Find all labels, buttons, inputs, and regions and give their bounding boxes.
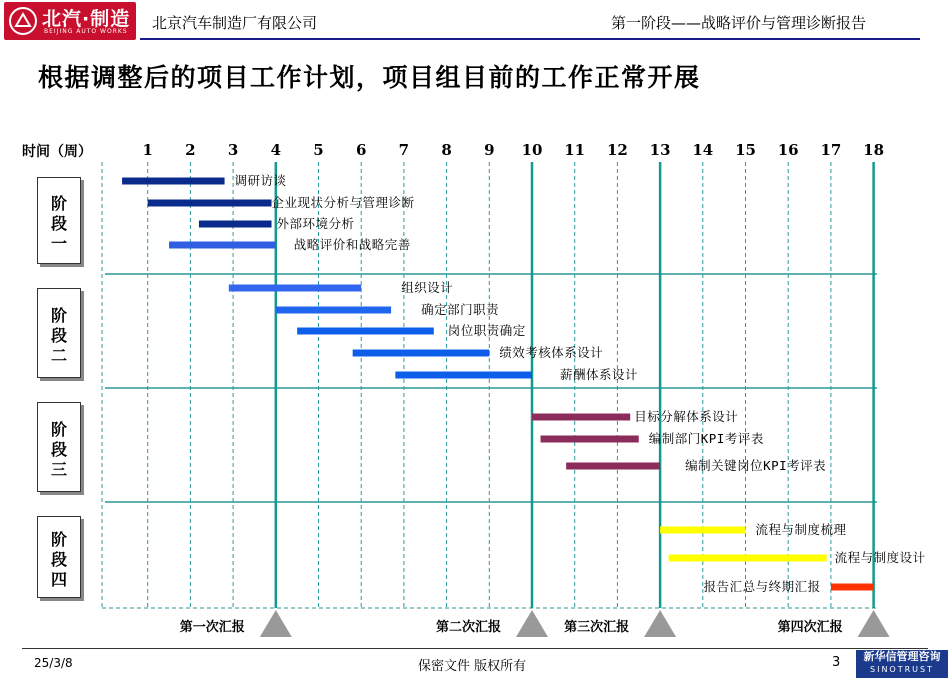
stage-label-char: 三: [50, 460, 67, 479]
week-tick-label: 17: [820, 141, 842, 159]
task-label: 编制部门KPI考评表: [648, 431, 764, 446]
stage-label-char: 阶: [50, 530, 67, 549]
stage-label-char: 阶: [50, 306, 67, 325]
stage-label-char: 段: [50, 326, 67, 345]
brand-cn: 新华信管理咨询: [863, 650, 941, 663]
week-tick-label: 3: [227, 141, 239, 159]
task-bar: [395, 372, 532, 379]
week-tick-label: 15: [735, 141, 756, 159]
footer-divider: [22, 648, 928, 649]
stage-label-char: 四: [50, 570, 67, 589]
task-label: 调研访谈: [234, 173, 287, 188]
report-label: 第一次汇报: [179, 620, 245, 635]
task-bar: [353, 350, 490, 357]
time-axis-label: 时间（周）: [22, 144, 92, 160]
task-bar: [669, 555, 827, 562]
stage-label-char: 段: [50, 550, 67, 569]
task-bar: [169, 242, 276, 249]
milestone-triangle: [644, 610, 676, 637]
task-label: 岗位职责确定: [447, 323, 526, 338]
week-tick-label: 14: [692, 141, 714, 159]
task-bar: [229, 285, 361, 292]
week-tick-label: 6: [355, 141, 367, 159]
task-bar: [532, 414, 630, 421]
milestone-triangle: [260, 610, 292, 637]
stage-box: [37, 516, 81, 598]
task-label: 战略评价和战略完善: [293, 237, 411, 252]
task-label: 流程与制度梳理: [755, 522, 847, 537]
page-title: 根据调整后的项目工作计划，项目组目前的工作正常开展: [38, 63, 701, 92]
footer-copyright: 保密文件 版权所有: [418, 659, 527, 674]
footer-date: 25/3/8: [34, 656, 73, 670]
task-label: 外部环境分析: [276, 216, 355, 231]
task-label: 组织设计: [401, 280, 454, 295]
stage-label-char: 段: [50, 213, 67, 233]
week-tick-label: 9: [484, 141, 495, 159]
task-label: 薪酬体系设计: [560, 367, 639, 382]
brand-en: SINOTRUST: [870, 665, 934, 674]
stage-box: [37, 288, 81, 378]
week-tick-label: 11: [564, 141, 586, 159]
task-bar: [831, 584, 874, 591]
week-tick-label: 2: [185, 141, 196, 159]
week-tick-label: 4: [270, 141, 282, 159]
task-bar: [541, 436, 639, 443]
task-bar: [297, 328, 434, 335]
task-bar: [148, 200, 272, 207]
week-tick-label: 13: [649, 141, 671, 159]
week-tick-label: 7: [398, 141, 410, 159]
task-label: 绩效考核体系设计: [499, 345, 604, 360]
stage-label-char: 段: [50, 440, 67, 459]
task-label: 流程与制度设计: [834, 550, 926, 565]
stage-box: [37, 177, 81, 264]
week-tick-label: 10: [521, 141, 543, 159]
task-bar: [660, 527, 745, 534]
stage-label-char: 二: [50, 346, 67, 365]
stage-label-char: 一: [50, 233, 67, 253]
week-tick-label: 12: [606, 141, 628, 159]
week-tick-label: 8: [441, 141, 452, 159]
company-name: 北京汽车制造厂有限公司: [152, 14, 318, 32]
task-label: 编制关键岗位KPI考评表: [685, 458, 827, 473]
task-label: 企业现状分析与管理诊断: [271, 195, 415, 210]
task-bar: [566, 463, 660, 470]
task-bar: [122, 178, 224, 185]
week-tick-label: 16: [777, 141, 799, 159]
report-title: 第一阶段——战略评价与管理诊断报告: [610, 14, 866, 32]
sinotrust-logo: [856, 650, 948, 678]
week-tick-label: 18: [863, 141, 885, 159]
logo-subtext: BEIJING AUTO WORKS: [44, 28, 128, 35]
task-bar: [276, 307, 391, 314]
report-label: 第四次汇报: [777, 620, 843, 635]
milestone-triangle: [516, 610, 548, 637]
week-tick-label: 5: [313, 141, 324, 159]
stage-label-char: 阶: [50, 193, 67, 213]
report-label: 第二次汇报: [436, 620, 502, 635]
task-label: 目标分解体系设计: [634, 409, 739, 424]
task-label: 报告汇总与终期汇报: [703, 579, 821, 594]
report-label: 第三次汇报: [564, 620, 630, 635]
stage-label-char: 阶: [50, 420, 67, 439]
task-label: 确定部门职责: [421, 302, 500, 317]
logo-text: 北汽·制造: [42, 8, 131, 30]
stage-box: [37, 402, 81, 492]
week-tick-label: 1: [142, 141, 153, 159]
milestone-triangle: [858, 610, 890, 637]
page-number: 3: [832, 655, 841, 670]
task-bar: [199, 221, 272, 228]
